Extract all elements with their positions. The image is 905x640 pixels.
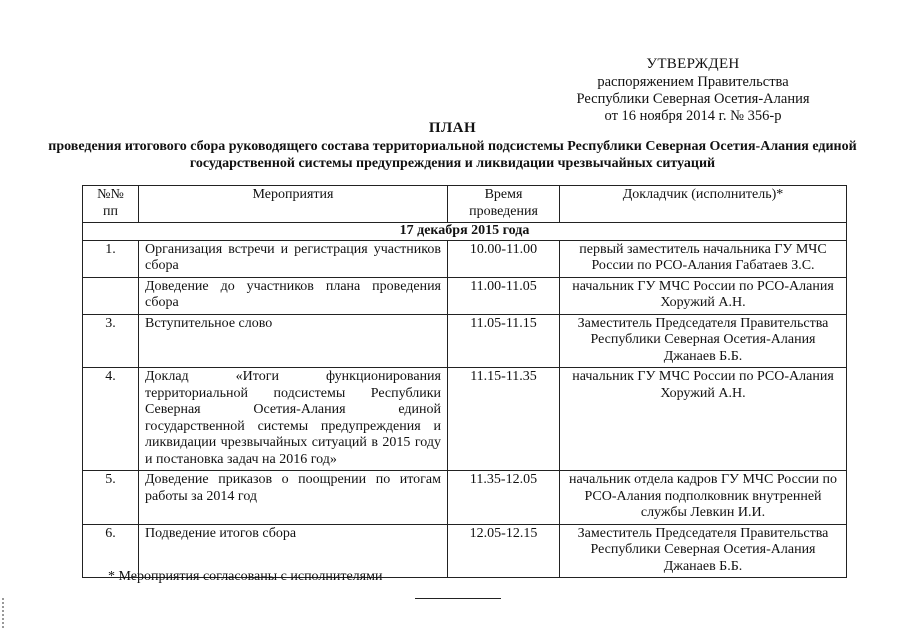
row-time: 11.05-11.15 (448, 314, 560, 368)
table-row (83, 240, 847, 277)
day-label: 17 декабря 2015 года (83, 223, 847, 241)
row-activity: Вступительное слово (139, 314, 448, 368)
header-activity: Мероприятия (139, 186, 448, 223)
row-reporter: начальник отдела кадров ГУ МЧС России по РСО-Алания подполковник внутренней службы Левкин И.И. (560, 471, 847, 525)
row-time: 11.35-12.05 (448, 471, 560, 525)
row-activity: Подведение итогов сбора (139, 524, 448, 578)
row-num: 3. (83, 314, 139, 368)
row-time: 12.05-12.15 (448, 524, 560, 578)
row-reporter: начальник ГУ МЧС России по РСО-Алания Хоружий А.Н. (560, 277, 847, 314)
row-time: 11.00-11.05 (448, 277, 560, 314)
row-num: 5. (83, 471, 139, 525)
row-reporter: начальник ГУ МЧС России по РСО-Алания Хоружий А.Н. (560, 368, 847, 471)
row-num: 6. (83, 524, 139, 578)
table-row (83, 314, 847, 368)
approval-line-3: от 16 ноября 2014 г. № 356-р (604, 108, 782, 124)
row-activity: Организация встречи и регистрация участников сбора (139, 240, 448, 277)
approval-stamp (573, 56, 813, 125)
separator-line (415, 598, 501, 599)
document-title: ПЛАН (428, 120, 477, 136)
row-reporter: Заместитель Председателя Правительства Республики Северная Осетия-Алания Джанаев Б.Б. (560, 524, 847, 578)
table-header-row (83, 186, 847, 223)
row-activity: Доведение до участников плана проведения сбора (139, 277, 448, 314)
plan-table (82, 185, 847, 578)
row-activity: Доклад «Итоги функционирования территориальной подсистемы Республики Северная Осетия-Алания единой государственной системы предупреждения и ликвидации чрезвычайных ситуаций в 2015 году и постановка задач на 2016 год» (139, 368, 448, 471)
header-reporter: Докладчик (исполнитель)* (560, 186, 847, 223)
row-num: 4. (83, 368, 139, 471)
approval-line-1: распоряжением Правительства (597, 74, 789, 90)
day-row (83, 223, 847, 241)
row-reporter: Заместитель Председателя Правительства Республики Северная Осетия-Алания Джанаев Б.Б. (560, 314, 847, 368)
footnote: * Мероприятия согласованы с исполнителями (108, 569, 383, 584)
row-num: 1. (83, 240, 139, 277)
row-reporter: первый заместитель начальника ГУ МЧС России по РСО-Алания Габатаев З.С. (560, 240, 847, 277)
header-time: Время проведения (448, 186, 560, 223)
row-num (83, 277, 139, 314)
row-activity: Доведение приказов о поощрении по итогам работы за 2014 год (139, 471, 448, 525)
approval-title: УТВЕРЖДЕН (646, 56, 740, 72)
document-subtitle: проведения итогового сбора руководящего состава территориальной подсистемы Республики Северная Осетия-Алания единой государственной системы предупреждения и ликвидации чрезвычайных ситуаций (48, 139, 857, 171)
scan-edge-mark (2, 598, 6, 628)
row-time: 10.00-11.00 (448, 240, 560, 277)
table-row (83, 471, 847, 525)
table-row (83, 277, 847, 314)
approval-line-2: Республики Северная Осетия-Алания (576, 91, 810, 107)
row-time: 11.15-11.35 (448, 368, 560, 471)
table-row (83, 368, 847, 471)
header-num: №№ пп (83, 186, 139, 223)
